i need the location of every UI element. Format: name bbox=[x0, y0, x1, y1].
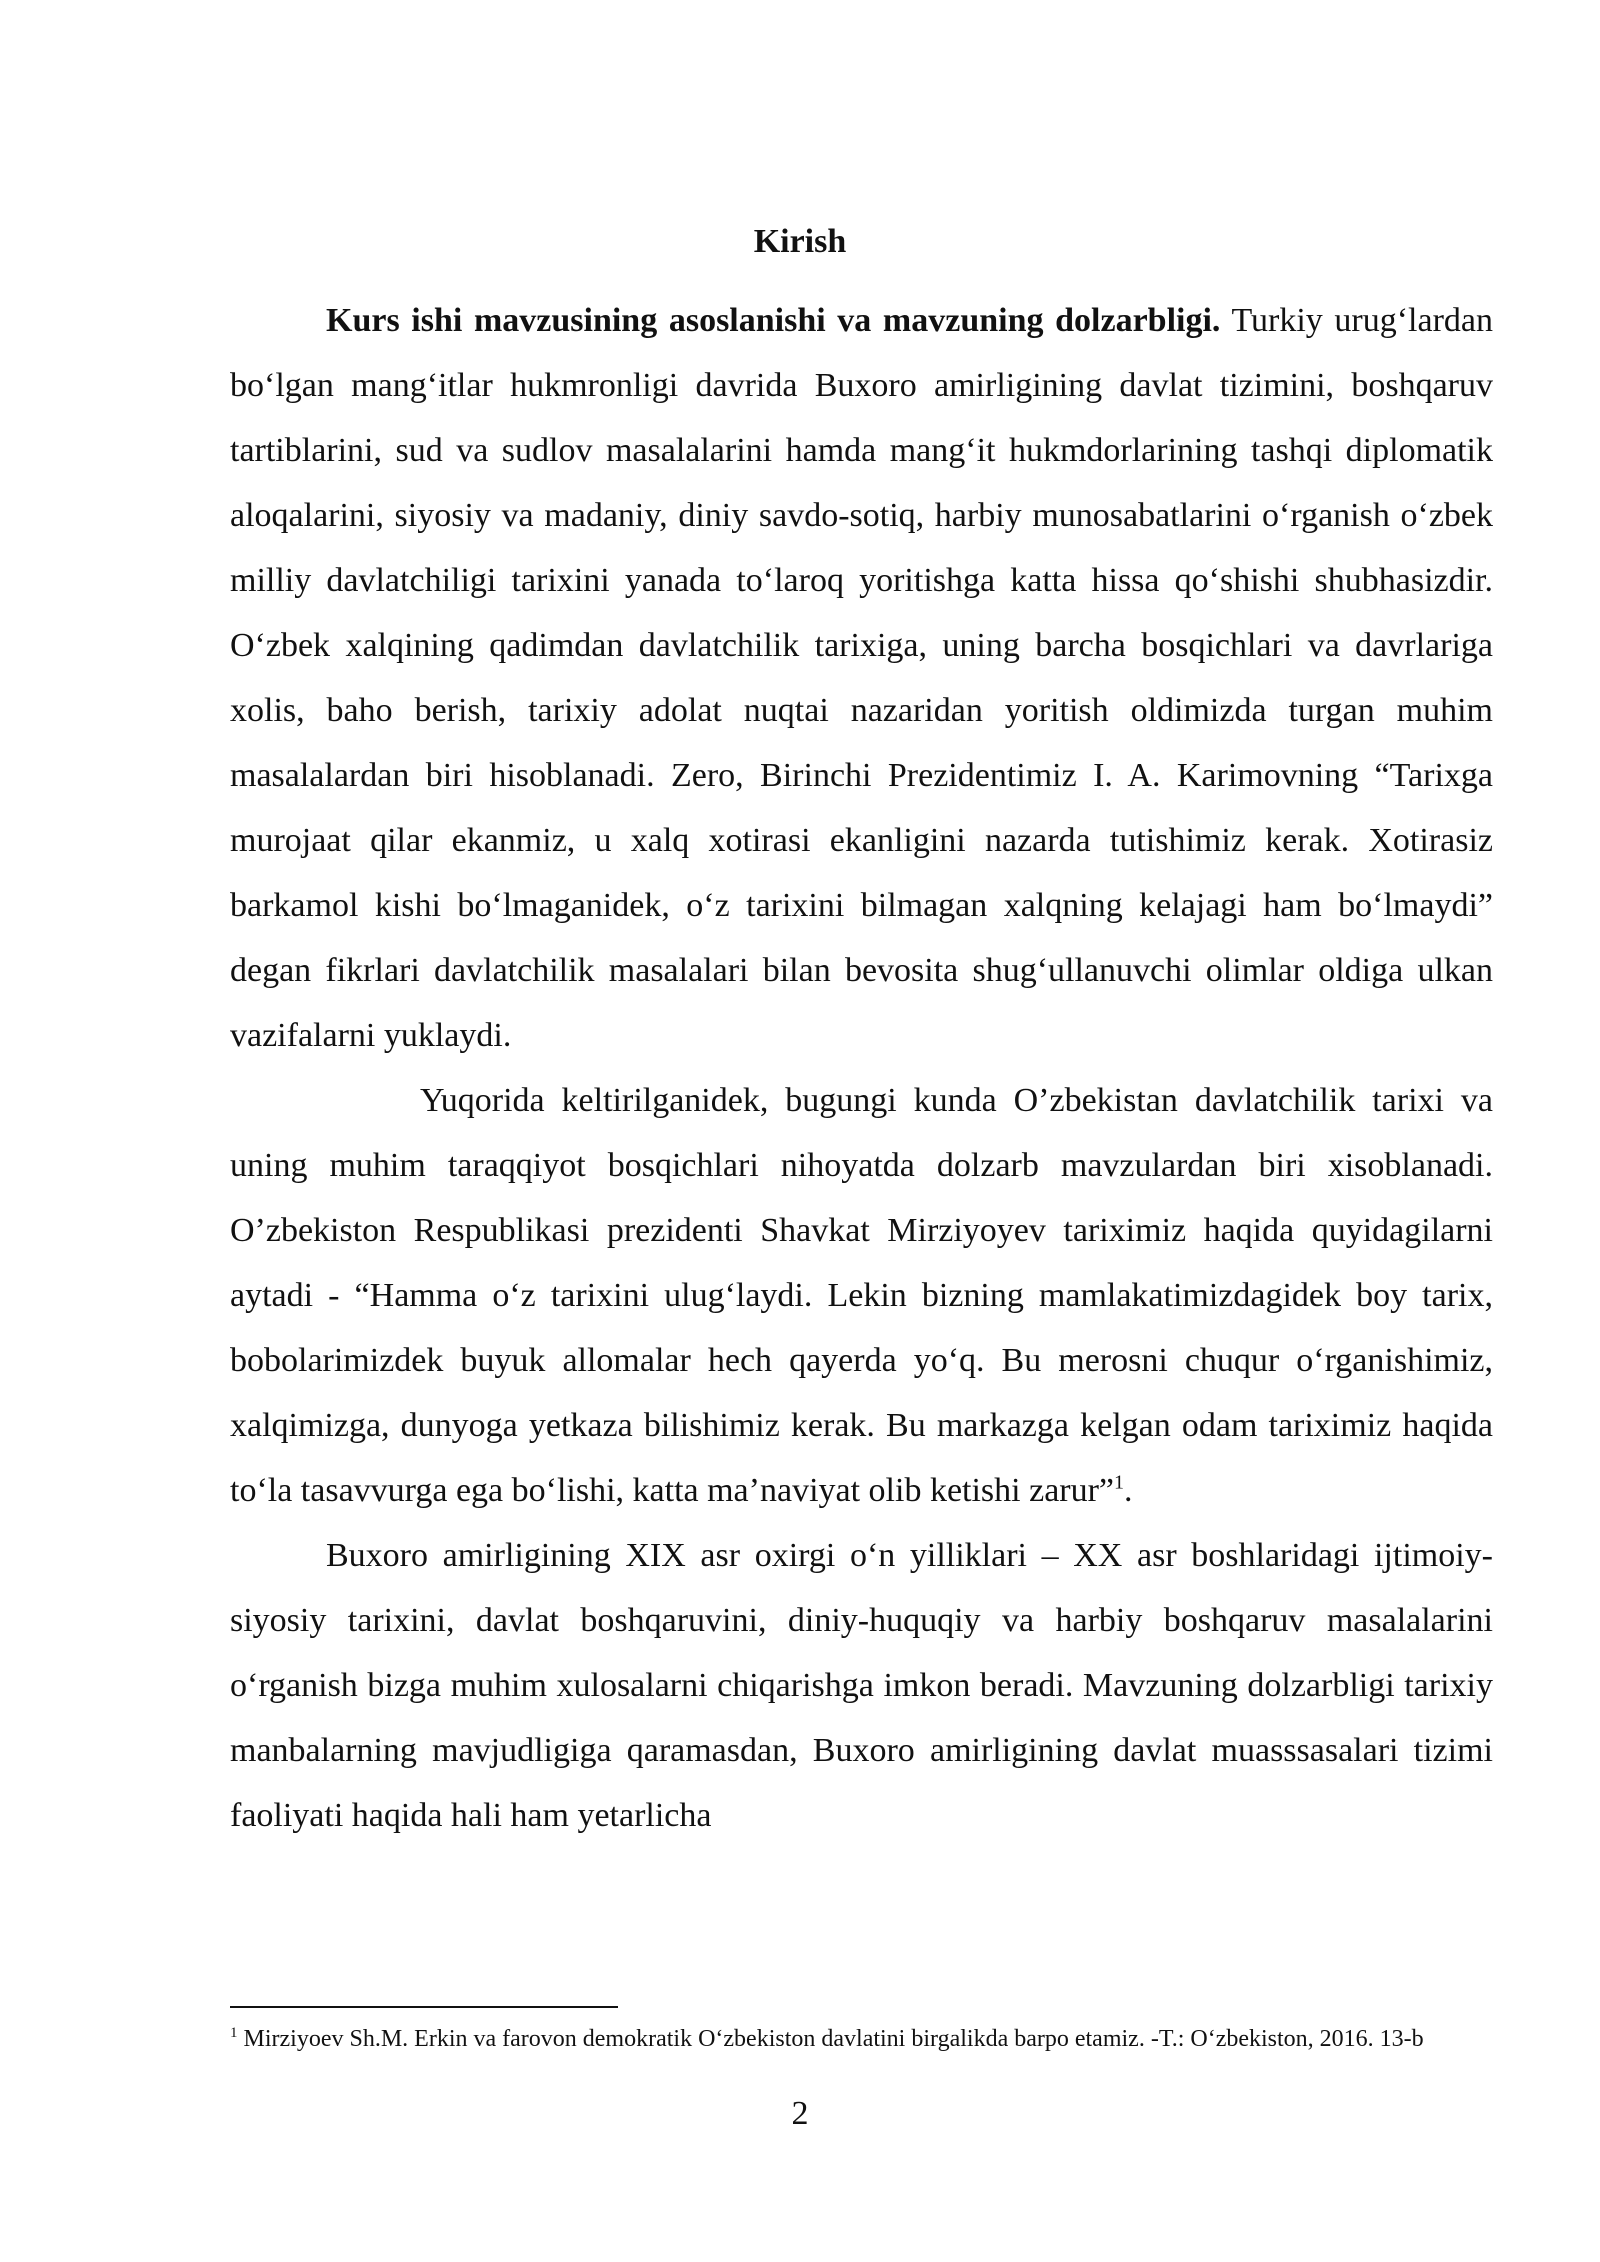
paragraph-3-text: Buxoro amirligining XIX asr oxirgi o‘n yilliklari – XX asr boshlaridagi ijtimoiy-siyosiy tarixini, davlat boshqaruvini, diniy-huquqiy va harbiy boshqaruv masalalarini o‘rganish bizga muhim xulosalarni chiqarishga imkon beradi. Mavzuning dolzarbligi tarixiy manbalarning mavjudligiga qaramasdan, Buxoro amirligining davlat muasssasalari tizimi faoliyati haqida hali ham yetarlicha bbox=[230, 1537, 1493, 1834]
paragraph-2-end: . bbox=[1124, 1472, 1133, 1509]
footnote-reference[interactable]: 1 bbox=[1114, 1471, 1125, 1494]
paragraph-3 bbox=[230, 1523, 1493, 1848]
footnote-mark: 1 bbox=[230, 2025, 238, 2041]
footnote-separator bbox=[230, 2006, 618, 2008]
body-text bbox=[230, 288, 1493, 1848]
paragraph-1-text: Turkiy urug‘lardan bo‘lgan mang‘itlar hukmronligi davrida Buxoro amirligining davlat tizimini, boshqaruv tartiblarini, sud va sudlov masalalarini hamda mang‘it hukmdorlarining tashqi diplomatik aloqalarini, siyosiy va madaniy, diniy savdo-sotiq, harbiy munosabatlarini o‘rganish o‘zbek milliy davlatchiligi tarixini yanada to‘laroq yoritishga katta hissa qo‘shishi shubhasizdir. O‘zbek xalqining qadimdan davlatchilik tarixiga, uning barcha bosqichlari va davrlariga xolis, baho berish, tarixiy adolat nuqtai nazaridan yoritish oldimizda turgan muhim masalalardan biri hisoblanadi. Zero, Birinchi Prezidentimiz I. A. Karimovning “Tarixga murojaat qilar ekanmiz, u xalq xotirasi ekanligini nazarda tutishimiz kerak. Xotirasiz barkamol kishi bo‘lmaganidek, o‘z tarixini bilmagan xalqning kelajagi ham bo‘lmaydi” degan fikrlari davlatchilik masalalari bilan bevosita shug‘ullanuvchi olimlar oldiga ulkan vazifalarni yuklaydi. bbox=[230, 302, 1494, 1054]
paragraph-1 bbox=[230, 288, 1493, 1068]
page-number: 2 bbox=[791, 2095, 809, 2132]
paragraph-1-lead: Kurs ishi mavzusining asoslanishi va mavzuning dolzarbligi. bbox=[326, 302, 1221, 339]
footnote-text: Mirziyoev Sh.M. Erkin va farovon demokratik O‘zbekiston davlatini birgalikda barpo etamiz. -T.: O‘zbekiston, 2016. 13-b bbox=[237, 2026, 1424, 2052]
paragraph-2-text: Yuqorida keltirilganidek, bugungi kunda O’zbekistan davlatchilik tarixi va uning muhim taraqqiyot bosqichlari nihoyatda dolzarb mavzulardan biri xisoblanadi. O’zbekiston Respublikasi prezidenti Shavkat Mirziyoyev tariximiz haqida quyidagilarni aytadi - “Hamma o‘z tarixini ulug‘laydi. Lekin bizning mamlakatimizdagidek boy tarix, bobolarimizdek buyuk allomalar hech qayerda yo‘q. Bu merosni chuqur o‘rganishimiz, xalqimizga, dunyoga yetkaza bilishimiz kerak. Bu markazga kelgan odam tariximiz haqida to‘la tasavvurga ega bo‘lishi, katta ma’naviyat olib ketishi zarur” bbox=[230, 1082, 1493, 1509]
paragraph-2 bbox=[230, 1068, 1493, 1523]
footnote bbox=[230, 2024, 1493, 2055]
section-heading: Kirish bbox=[753, 223, 847, 260]
